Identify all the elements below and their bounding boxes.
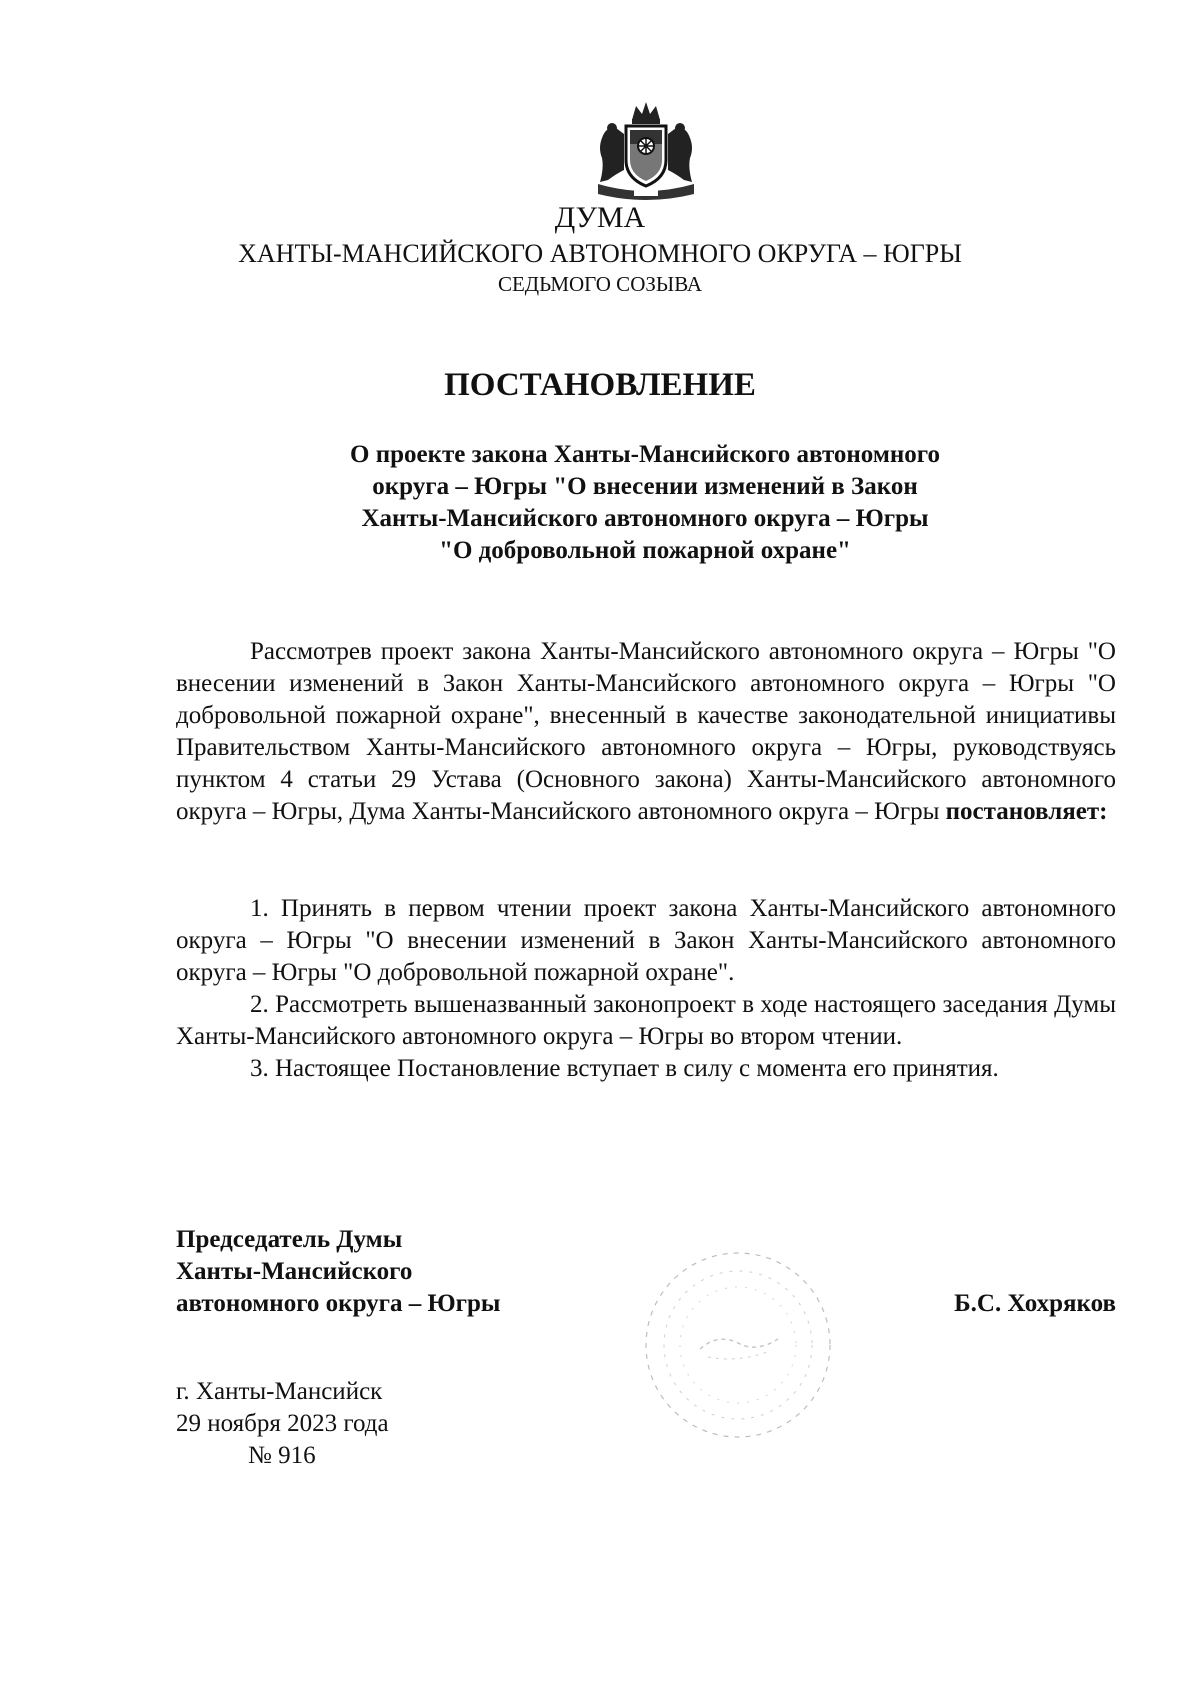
resolution-items: [176, 893, 1116, 1085]
preamble: [176, 636, 1116, 828]
resolution-item: 3. Настоящее Постановление вступает в силу с момента его принятия.: [250, 1055, 999, 1082]
subject-line: О проекте закона Ханты-Мансийского автономного: [350, 441, 940, 468]
signatory-position: [176, 1224, 500, 1320]
seal-stamp-icon: [638, 1245, 838, 1445]
resolution-item: 1. Принять в первом чтении проект закона Ханты-Мансийского автономного округа – Югры "О внесении изменений в Закон Ханты-Мансийского автономного округа – Югры "О добровольной пожарной охране".: [176, 895, 1116, 986]
position-line: Ханты-Мансийского: [176, 1258, 413, 1285]
subject-line: "О добровольной пожарной охране": [439, 537, 851, 564]
coat-of-arms-icon: [592, 98, 700, 206]
signer-name: Б.С. Хохряков: [954, 1290, 1116, 1317]
resolves-word: постановляет:: [945, 798, 1108, 825]
document-number: № 916: [248, 1442, 316, 1469]
subject-line: Ханты-Мансийского автономного округа – Югры: [361, 505, 929, 532]
document-type: ПОСТАНОВЛЕНИЕ: [444, 367, 756, 403]
position-line: Председатель Думы: [176, 1226, 403, 1253]
okrug-name: ХАНТЫ-МАНСИЙСКОГО АВТОНОМНОГО ОКРУГА – ЮГРЫ: [238, 239, 962, 268]
convocation: СЕДЬМОГО СОЗЫВА: [497, 272, 703, 296]
subject-line: округа – Югры "О внесении изменений в Закон: [372, 473, 918, 500]
date: 29 ноября 2023 года: [176, 1410, 389, 1437]
resolution-item: 2. Рассмотреть вышеназванный законопроект в ходе настоящего заседания Думы Ханты-Мансийского автономного округа – Югры во втором чтении.: [176, 991, 1116, 1050]
preamble-text: Рассмотрев проект закона Ханты-Мансийского автономного округа – Югры "О внесении изменений в Закон Ханты-Мансийского автономного округа – Югры "О добровольной пожарной охране", внесенный в качестве законодательной инициативы Правительством Ханты-Мансийского автономного округа – Югры, руководствуясь пунктом 4 статьи 29 Устава (Основного закона) Ханты-Мансийского автономного округа – Югры, Дума Ханты-Мансийского автономного округа – Югры: [176, 638, 1116, 825]
document-subject: [300, 439, 990, 567]
place: г. Ханты-Мансийск: [176, 1378, 383, 1405]
position-line: автономного округа – Югры: [176, 1290, 501, 1317]
duma-title: ДУМА: [554, 201, 646, 234]
preamble-paragraph: [176, 636, 1116, 828]
place-date-block: [176, 1376, 389, 1472]
